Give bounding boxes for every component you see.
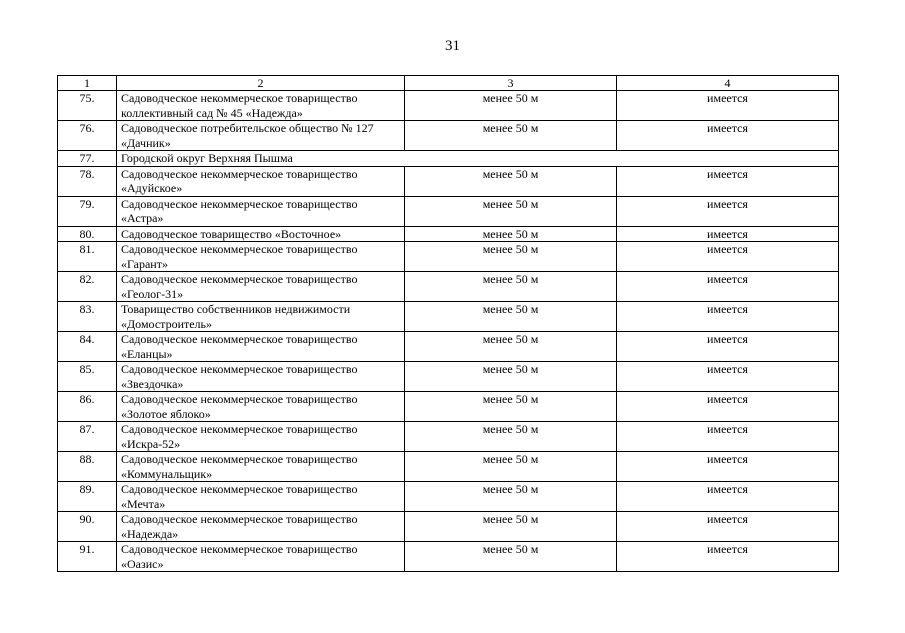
header-row [58, 76, 839, 91]
organization-name: Садоводческое некоммерческое товарищество «Астра» [117, 196, 405, 226]
row-number: 90. [58, 512, 117, 542]
table-row [58, 151, 839, 167]
table-row [58, 91, 839, 121]
header-col-3: 3 [405, 76, 617, 91]
availability-cell: имеется [617, 422, 839, 452]
organization-name: Садоводческое некоммерческое товарищество коллективный сад № 45 «Надежда» [117, 91, 405, 121]
availability-cell: имеется [617, 362, 839, 392]
row-number: 87. [58, 422, 117, 452]
availability-cell: имеется [617, 196, 839, 226]
organization-name: Садоводческое некоммерческое товарищество «Гарант» [117, 242, 405, 272]
table-row [58, 542, 839, 572]
organization-name: Садоводческое некоммерческое товарищество «Оазис» [117, 542, 405, 572]
organization-name: Садоводческое некоммерческое товарищество «Геолог-31» [117, 272, 405, 302]
distance-cell: менее 50 м [405, 272, 617, 302]
table-row [58, 272, 839, 302]
row-number: 76. [58, 121, 117, 151]
availability-cell: имеется [617, 392, 839, 422]
header-col-4: 4 [617, 76, 839, 91]
table-row [58, 121, 839, 151]
table-header [58, 76, 839, 91]
row-number: 75. [58, 91, 117, 121]
availability-cell: имеется [617, 226, 839, 242]
organization-name: Садоводческое некоммерческое товарищество «Адуйское» [117, 166, 405, 196]
organization-name: Садоводческое товарищество «Восточное» [117, 226, 405, 242]
row-number: 77. [58, 151, 117, 167]
distance-cell: менее 50 м [405, 242, 617, 272]
organization-name: Садоводческое некоммерческое товарищество «Еланцы» [117, 332, 405, 362]
distance-cell: менее 50 м [405, 91, 617, 121]
availability-cell: имеется [617, 121, 839, 151]
distance-cell: менее 50 м [405, 302, 617, 332]
distance-cell: менее 50 м [405, 512, 617, 542]
row-number: 84. [58, 332, 117, 362]
organization-name: Садоводческое некоммерческое товарищество «Золотое яблоко» [117, 392, 405, 422]
row-number: 80. [58, 226, 117, 242]
header-col-2: 2 [117, 76, 405, 91]
table-row [58, 452, 839, 482]
organization-name: Садоводческое некоммерческое товарищество «Мечта» [117, 482, 405, 512]
distance-cell: менее 50 м [405, 226, 617, 242]
distance-cell: менее 50 м [405, 332, 617, 362]
row-number: 82. [58, 272, 117, 302]
distance-cell: менее 50 м [405, 196, 617, 226]
document-table [57, 75, 839, 572]
row-number: 79. [58, 196, 117, 226]
organization-name: Садоводческое некоммерческое товарищество «Надежда» [117, 512, 405, 542]
page-number: 31 [445, 38, 460, 54]
availability-cell: имеется [617, 166, 839, 196]
table-row [58, 332, 839, 362]
availability-cell: имеется [617, 452, 839, 482]
availability-cell: имеется [617, 512, 839, 542]
table-row [58, 392, 839, 422]
row-number: 81. [58, 242, 117, 272]
row-number: 88. [58, 452, 117, 482]
organization-name: Садоводческое некоммерческое товарищество «Коммунальщик» [117, 452, 405, 482]
table-row [58, 166, 839, 196]
distance-cell: менее 50 м [405, 362, 617, 392]
table-row [58, 196, 839, 226]
distance-cell: менее 50 м [405, 392, 617, 422]
distance-cell: менее 50 м [405, 121, 617, 151]
table-row [58, 302, 839, 332]
availability-cell: имеется [617, 302, 839, 332]
distance-cell: менее 50 м [405, 542, 617, 572]
organization-name: Садоводческое некоммерческое товарищество «Звездочка» [117, 362, 405, 392]
table-body [58, 91, 839, 572]
table-row [58, 242, 839, 272]
table-row [58, 512, 839, 542]
table-row [58, 482, 839, 512]
table-row [58, 362, 839, 392]
availability-cell: имеется [617, 542, 839, 572]
distance-cell: менее 50 м [405, 482, 617, 512]
row-number: 85. [58, 362, 117, 392]
table-row [58, 422, 839, 452]
row-number: 78. [58, 166, 117, 196]
distance-cell: менее 50 м [405, 452, 617, 482]
row-number: 83. [58, 302, 117, 332]
availability-cell: имеется [617, 332, 839, 362]
distance-cell: менее 50 м [405, 166, 617, 196]
organization-name: Садоводческое некоммерческое товарищество «Искра-52» [117, 422, 405, 452]
row-number: 89. [58, 482, 117, 512]
distance-cell: менее 50 м [405, 422, 617, 452]
table-row [58, 226, 839, 242]
availability-cell: имеется [617, 482, 839, 512]
organization-name: Садоводческое потребительское общество № 127 «Дачник» [117, 121, 405, 151]
availability-cell: имеется [617, 91, 839, 121]
availability-cell: имеется [617, 272, 839, 302]
organization-name: Товарищество собственников недвижимости «Домостроитель» [117, 302, 405, 332]
row-number: 86. [58, 392, 117, 422]
availability-cell: имеется [617, 242, 839, 272]
row-number: 91. [58, 542, 117, 572]
header-col-1: 1 [58, 76, 117, 91]
section-title: Городской округ Верхняя Пышма [117, 151, 839, 167]
